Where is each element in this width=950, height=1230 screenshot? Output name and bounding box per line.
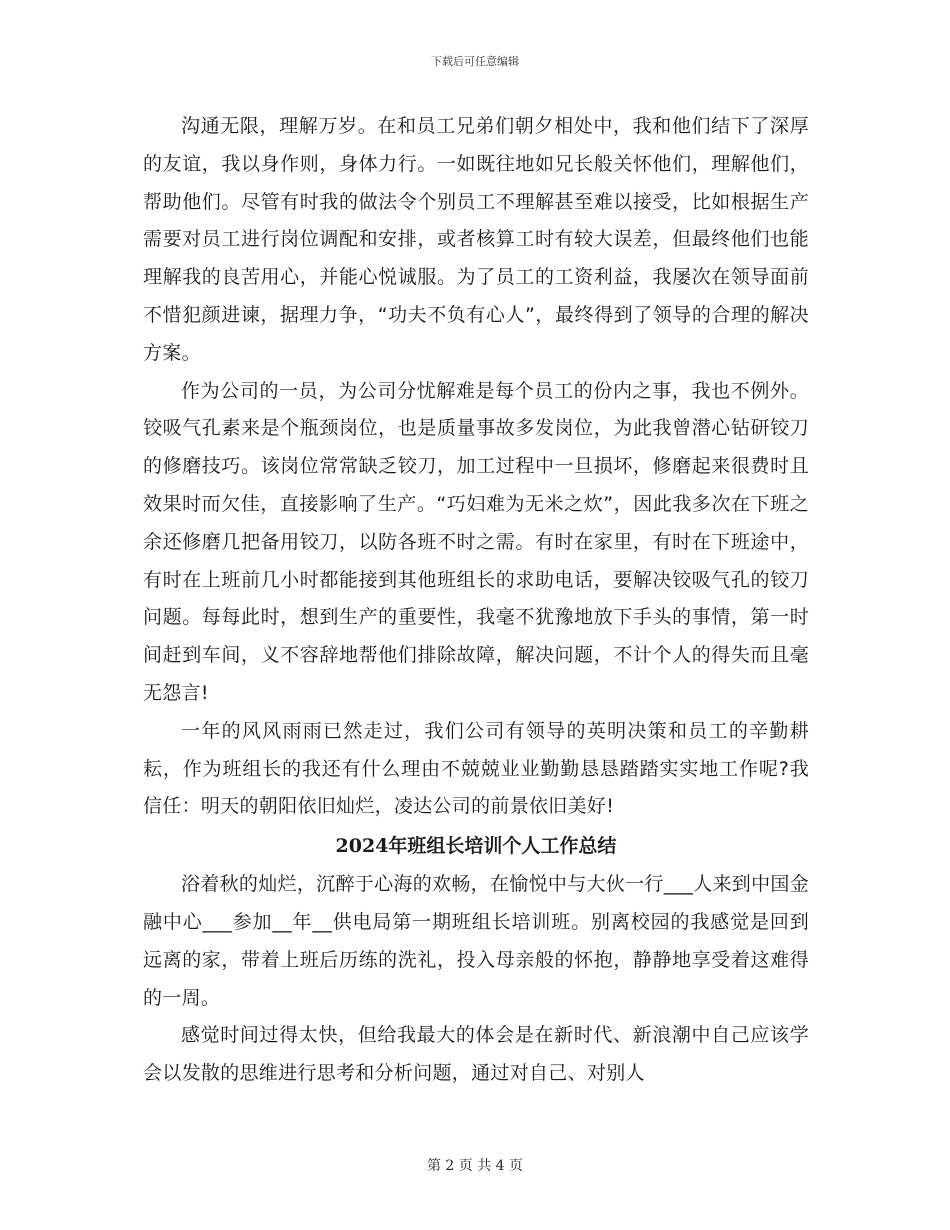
paragraph: 一年的风风雨雨已然走过，我们公司有领导的英明决策和员工的辛勤耕耘，作为班组长的我还有什么理由不兢兢业业勤勤恳恳踏踏实实地工作呢?我信任：明天的朝阳依旧灿烂，凌达公司的前景依旧美好!	[143, 719, 809, 818]
paragraph: 沟通无限，理解万岁。在和员工兄弟们朝夕相处中，我和他们结下了深厚的友谊，我以身作则，身体力行。一如既往地如兄长般关怀他们，理解他们，帮助他们。尽管有时我的做法令个别员工不理解甚至难以接受，比如根据生产需要对员工进行岗位调配和安排，或者核算工时有较大误差，但最终他们也能理解我的良苦用心，并能心悦诚服。为了员工的工资利益，我屡次在领导面前不惜犯颜进谏，据理力争，“功夫不负有心人”，最终得到了领导的合理的解决方案。	[143, 115, 809, 364]
paragraph: 浴着秋的灿烂，沉醉于心海的欢畅，在愉悦中与大伙一行___人来到中国金融中心___参加__年__供电局第一期班组长培训班。别离校园的我感觉是回到远离的家，带着上班后历练的洗礼，投入母亲般的怀抱，静静地享受着这难得的一周。	[143, 873, 809, 1009]
page-header: 下载后可任意编辑	[431, 55, 519, 68]
document-body	[143, 108, 809, 1093]
section-title: 2024年班组长培训个人工作总结	[335, 835, 617, 858]
page-number: 第 2 页 共 4 页	[426, 1158, 524, 1174]
paragraph: 感觉时间过得太快，但给我最大的体会是在新时代、新浪潮中自己应该学会以发散的思维进行思考和分析问题，通过对自己、对别人	[143, 1024, 809, 1085]
paragraph: 作为公司的一员，为公司分忧解难是每个员工的份内之事，我也不例外。铰吸气孔素来是个瓶颈岗位，也是质量事故多发岗位，为此我曾潜心钻研铰刀的修磨技巧。该岗位常常缺乏铰刀，加工过程中一旦损坏，修磨起来很费时且效果时而欠佳，直接影响了生产。“巧妇难为无米之炊”，因此我多次在下班之余还修磨几把备用铰刀，以防各班不时之需。有时在家里，有时在下班途中，有时在上班前几小时都能接到其他班组长的求助电话，要解决铰吸气孔的铰刀问题。每每此时，想到生产的重要性，我毫不犹豫地放下手头的事情，第一时间赶到车间，义不容辞地帮他们排除故障，解决问题，不计个人的得失而且毫无怨言!	[143, 379, 809, 704]
